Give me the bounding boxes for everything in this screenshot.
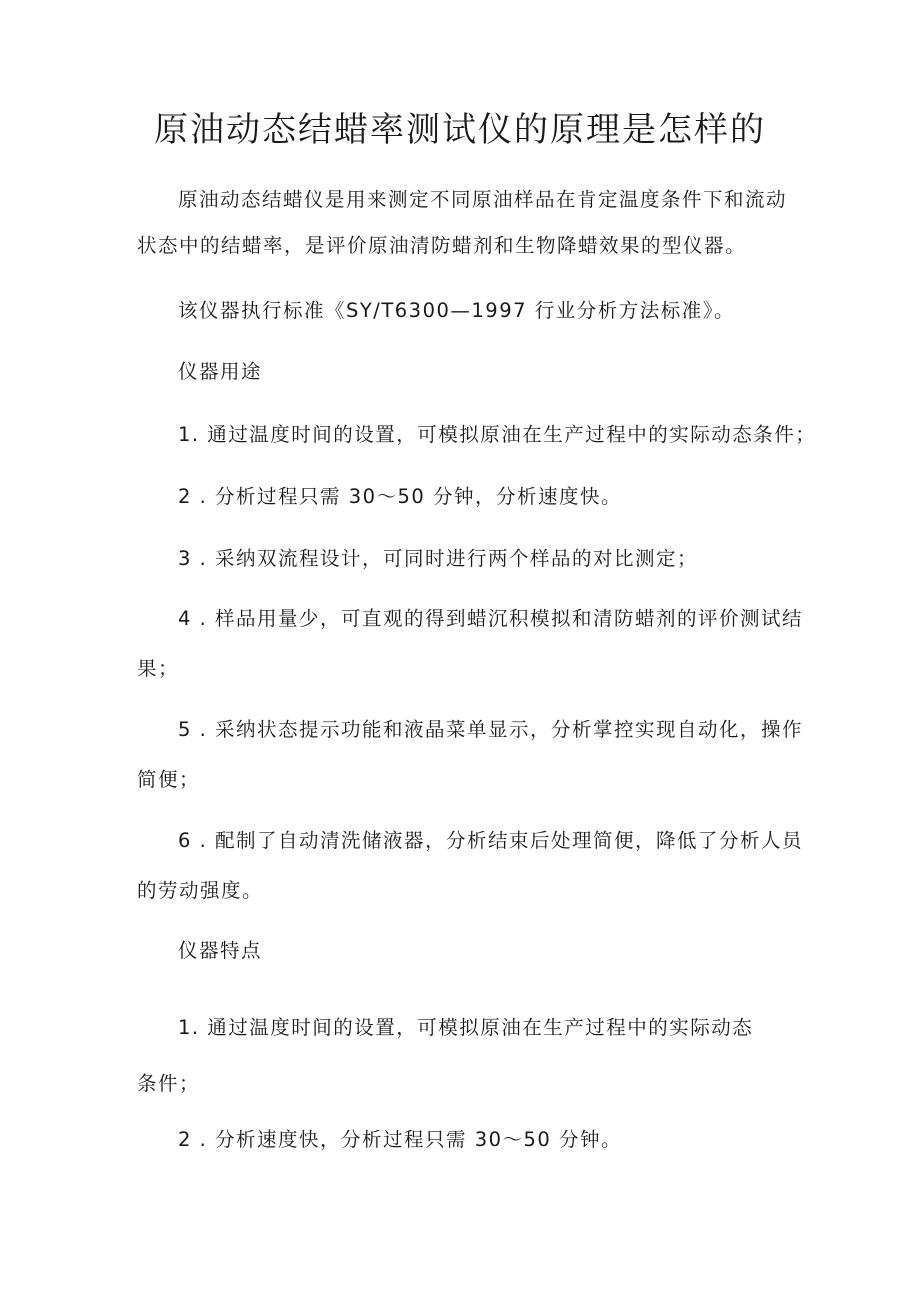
usage-item-6-line-2: 的劳动强度。 — [137, 879, 264, 902]
usage-item-4-line-1: 4 . 样品用量少，可直观的得到蜡沉积模拟和清防蜡剂的评价测试结 — [178, 607, 804, 630]
usage-item-1: 1. 通过温度时间的设置，可模拟原油在生产过程中的实际动态条件； — [178, 423, 817, 446]
paragraph-standard: 该仪器执行标准《SY/T6300—1997 行业分析方法标准》。 — [178, 299, 735, 322]
usage-item-2: 2 . 分析过程只需 30～50 分钟，分析速度快。 — [178, 485, 623, 508]
usage-item-6-line-1: 6 . 配制了自动清洗储液器，分析结束后处理简便，降低了分析人员 — [178, 829, 804, 852]
paragraph-intro-line-2: 状态中的结蜡率，是评价原油清防蜡剂和生物降蜡效果的型仪器。 — [137, 234, 747, 257]
usage-item-5-line-2: 简便； — [137, 768, 201, 791]
usage-item-5-line-1: 5 . 采纳状态提示功能和液晶菜单显示，分析掌控实现自动化，操作 — [178, 718, 804, 741]
feature-item-2: 2 . 分析速度快，分析过程只需 30～50 分钟。 — [178, 1128, 623, 1151]
usage-item-4-line-2: 果； — [137, 657, 180, 680]
section-heading-usage: 仪器用途 — [178, 360, 263, 383]
feature-item-1-line-2: 条件； — [137, 1072, 201, 1095]
usage-item-3: 3 . 采纳双流程设计，可同时进行两个样品的对比测定； — [178, 547, 699, 570]
feature-item-1-line-1: 1. 通过温度时间的设置，可模拟原油在生产过程中的实际动态 — [178, 1016, 754, 1039]
document-title: 原油动态结蜡率测试仪的原理是怎样的 — [154, 110, 766, 150]
paragraph-intro-line-1: 原油动态结蜡仪是用来测定不同原油样品在肯定温度条件下和流动 — [178, 188, 788, 211]
section-heading-features: 仪器特点 — [178, 939, 263, 962]
